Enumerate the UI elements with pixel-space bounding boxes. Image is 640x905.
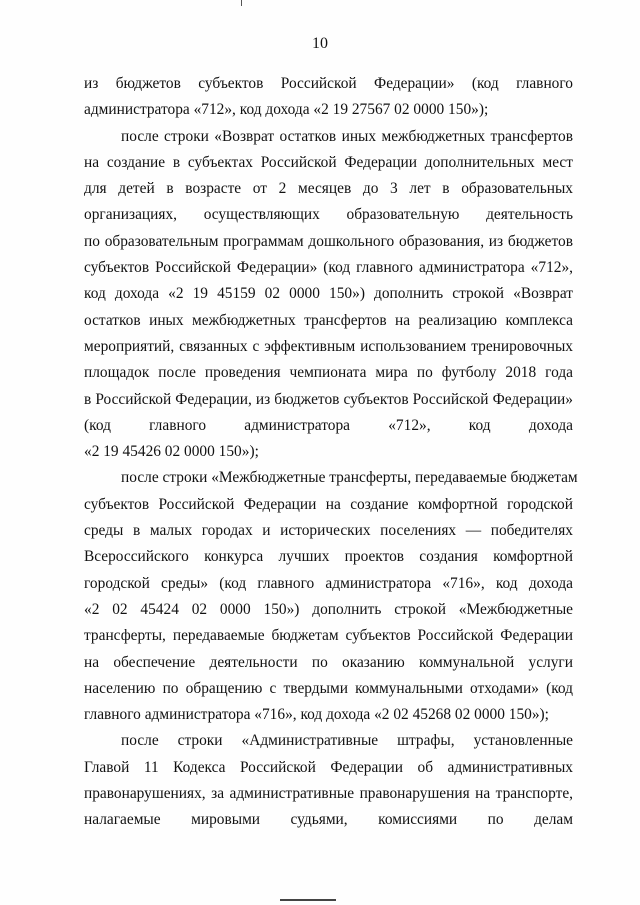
text-line: после строки «Административные штрафы, установленные: [121, 732, 573, 750]
document-body: [84, 71, 578, 834]
text-line: площадок после проведения чемпионата мира по футболу 2018 года: [84, 364, 573, 382]
text-line: код дохода «2 19 45159 02 0000 150») дополнить строкой «Возврат: [84, 285, 573, 303]
text-line: «2 19 45426 02 0000 150»);: [84, 443, 259, 461]
text-line: на создание в субъектах Российской Федерации дополнительных мест: [84, 153, 573, 171]
paragraph-3: [84, 465, 578, 728]
paragraph-1: [84, 71, 573, 124]
text-line: «2 02 45424 02 0000 150») дополнить строкой «Межбюджетные: [84, 600, 573, 618]
text-line: остатков иных межбюджетных трансфертов на реализацию комплекса: [84, 311, 573, 329]
text-line: населению по обращению с твердыми коммунальными отходами» (код: [84, 679, 573, 697]
paragraph-4: [84, 728, 573, 833]
text-line: правонарушениях, за административные правонарушения на транспорте,: [84, 785, 573, 803]
text-line: субъектов Российской Федерации» (код главного администратора «712»,: [84, 259, 573, 277]
text-line: в Российской Федерации, из бюджетов субъектов Российской Федерации»: [84, 390, 573, 408]
paragraph-2: [84, 124, 573, 466]
page-number: 10: [312, 35, 328, 52]
text-line: для детей в возрасте от 2 месяцев до 3 лет в образовательных: [84, 180, 573, 198]
text-line: из бюджетов субъектов Российской Федерации» (код главного: [84, 75, 573, 92]
text-line: Главой 11 Кодекса Российской Федерации об административных: [84, 758, 573, 776]
text-line: на обеспечение деятельности по оказанию коммунальной услуги: [84, 653, 573, 671]
text-line: мероприятий, связанных с эффективным использованием тренировочных: [84, 337, 573, 355]
text-line: городской среды» (код главного администратора «716», код дохода: [84, 574, 573, 592]
text-line: среды в малых городах и исторических поселениях — победителях: [84, 522, 573, 540]
text-line: после строки «Межбюджетные трансферты, передаваемые бюджетам: [121, 469, 578, 487]
text-line: администратора «712», код дохода «2 19 27567 02 0000 150»);: [84, 101, 489, 119]
text-line: налагаемые мировыми судьями, комиссиями по делам: [84, 811, 573, 829]
text-line: по образовательным программам дошкольного образования, из бюджетов: [84, 232, 573, 250]
scan-mark-top: [241, 0, 242, 6]
scan-mark-bottom: [280, 899, 336, 901]
text-line: Всероссийского конкурса лучших проектов создания комфортной: [84, 548, 573, 566]
text-line: организациях, осуществляющих образовательную деятельность: [84, 206, 573, 224]
text-line: главного администратора «716», код дохода «2 02 45268 02 0000 150»);: [84, 706, 549, 724]
text-line: после строки «Возврат остатков иных межбюджетных трансфертов: [121, 127, 573, 145]
text-line: субъектов Российской Федерации на создание комфортной городской: [84, 495, 573, 513]
text-line: трансферты, передаваемые бюджетам субъектов Российской Федерации: [84, 627, 573, 645]
text-line: (код главного администратора «712», код дохода: [84, 416, 573, 434]
